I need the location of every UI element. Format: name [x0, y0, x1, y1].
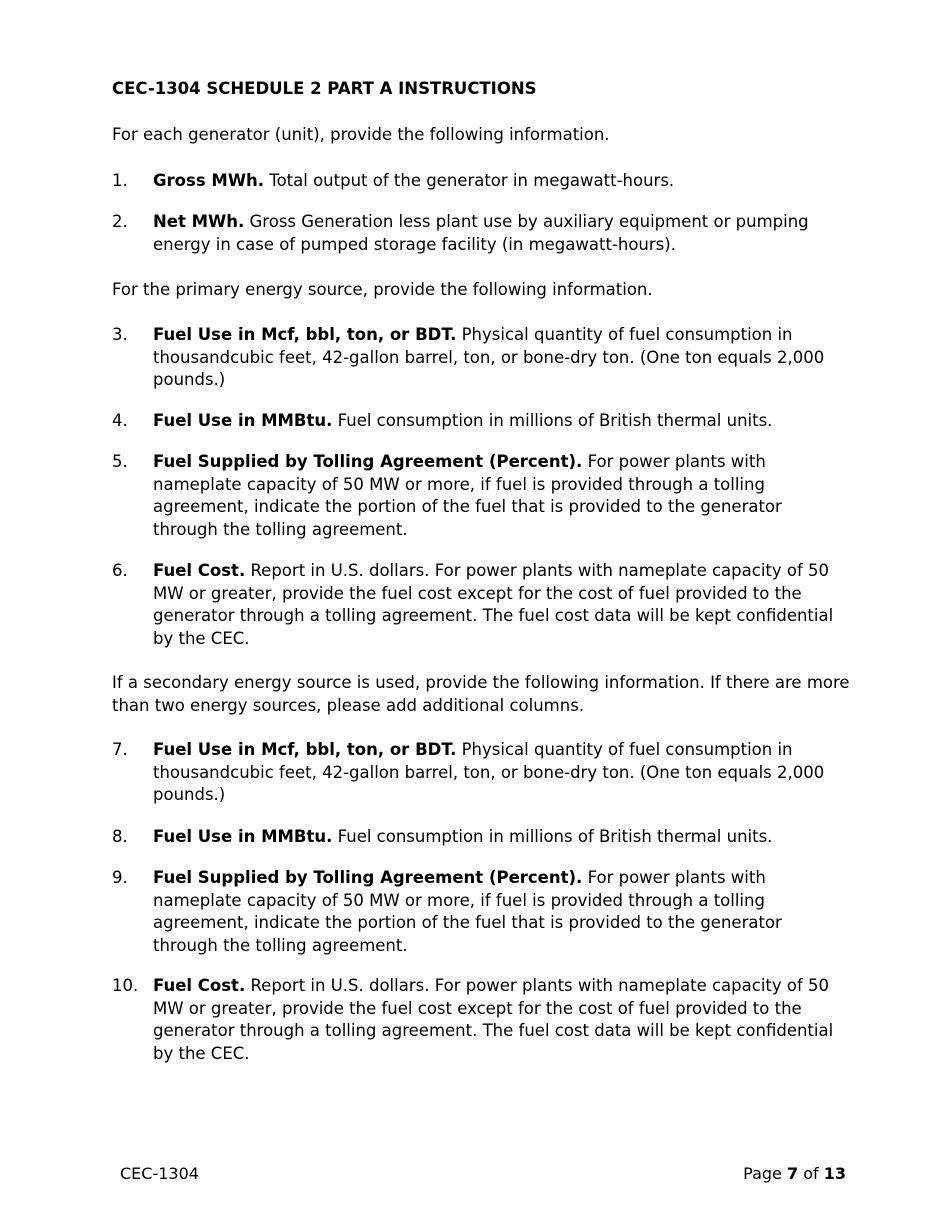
item-heading: Fuel Supplied by Tolling Agreement (Percent).: [153, 868, 583, 887]
intro-generator: For each generator (unit), provide the following information.: [112, 125, 610, 144]
instruction-item: [112, 560, 836, 650]
page-title: CEC-1304 SCHEDULE 2 PART A INSTRUCTIONS: [112, 79, 537, 98]
instruction-item: [112, 324, 836, 392]
item-number: 2.: [112, 212, 128, 231]
item-text: Fuel consumption in millions of British thermal units.: [332, 827, 773, 846]
item-text: Report in U.S. dollars. For power plants with nameplate capacity of 50 MW or greater, provide the fuel cost except for the cost of fuel provided to the generator through a tolling agreement. The fuel cost data will be kept confidential by the CEC.: [153, 976, 834, 1063]
item-heading: Fuel Use in Mcf, bbl, ton, or BDT.: [153, 325, 457, 344]
item-text: Report in U.S. dollars. For power plants with nameplate capacity of 50 MW or greater, provide the fuel cost except for the cost of fuel provided to the generator through a tolling agreement. The fuel cost data will be kept confidential by the CEC.: [153, 561, 834, 648]
item-heading: Fuel Cost.: [153, 561, 246, 580]
item-heading: Net MWh.: [153, 212, 245, 231]
item-text: Gross Generation less plant use by auxiliary equipment or pumping energy in case of pumped storage facility (in megawatt-hours).: [153, 212, 809, 254]
item-heading: Fuel Use in MMBtu.: [153, 827, 333, 846]
page-word: Page: [743, 1164, 782, 1183]
item-number: 8.: [112, 827, 128, 846]
instruction-item: [112, 211, 836, 256]
item-number: 9.: [112, 868, 128, 887]
instruction-item: [112, 451, 836, 541]
item-text: For power plants with nameplate capacity of 50 MW or more, if fuel is provided through a tolling agreement, indicate the portion of the fuel that is provided to the generator through the tolling agreement.: [153, 452, 782, 539]
intro-primary: For the primary energy source, provide the following information.: [112, 280, 653, 299]
item-text: Physical quantity of fuel consumption in thousandcubic feet, 42-gallon barrel, ton, or bone-dry ton. (One ton equals 2,000 pounds.): [153, 325, 825, 389]
instruction-item: [112, 170, 836, 193]
item-heading: Fuel Supplied by Tolling Agreement (Percent).: [153, 452, 583, 471]
footer-form-id: CEC-1304: [120, 1164, 199, 1183]
of-word: of: [803, 1164, 819, 1183]
page-current: 7: [786, 1164, 799, 1183]
instruction-item: [112, 739, 836, 807]
item-text: For power plants with nameplate capacity of 50 MW or more, if fuel is provided through a tolling agreement, indicate the portion of the fuel that is provided to the generator through the tolling agreement.: [153, 868, 782, 955]
item-number: 4.: [112, 411, 128, 430]
item-heading: Fuel Use in Mcf, bbl, ton, or BDT.: [153, 740, 457, 759]
item-heading: Fuel Use in MMBtu.: [153, 411, 333, 430]
item-text: Fuel consumption in millions of British thermal units.: [332, 411, 773, 430]
item-number: 7.: [112, 740, 128, 759]
instruction-item: [112, 410, 836, 433]
instruction-item: [112, 867, 836, 957]
page-total: 13: [823, 1164, 846, 1183]
page-number: [743, 1163, 846, 1186]
item-number: 10.: [112, 976, 139, 995]
instruction-item: [112, 975, 836, 1065]
item-number: 1.: [112, 171, 128, 190]
item-text: Total output of the generator in megawatt-hours.: [264, 171, 675, 190]
item-number: 6.: [112, 561, 128, 580]
instruction-item: [112, 826, 836, 849]
item-heading: Fuel Cost.: [153, 976, 246, 995]
item-number: 5.: [112, 452, 128, 471]
item-heading: Gross MWh.: [153, 171, 265, 190]
item-number: 3.: [112, 325, 128, 344]
item-text: Physical quantity of fuel consumption in thousandcubic feet, 42-gallon barrel, ton, or bone-dry ton. (One ton equals 2,000 pounds.): [153, 740, 825, 804]
intro-secondary: If a secondary energy source is used, provide the following information. If there are more than two energy sources, please add additional columns.: [112, 673, 850, 715]
